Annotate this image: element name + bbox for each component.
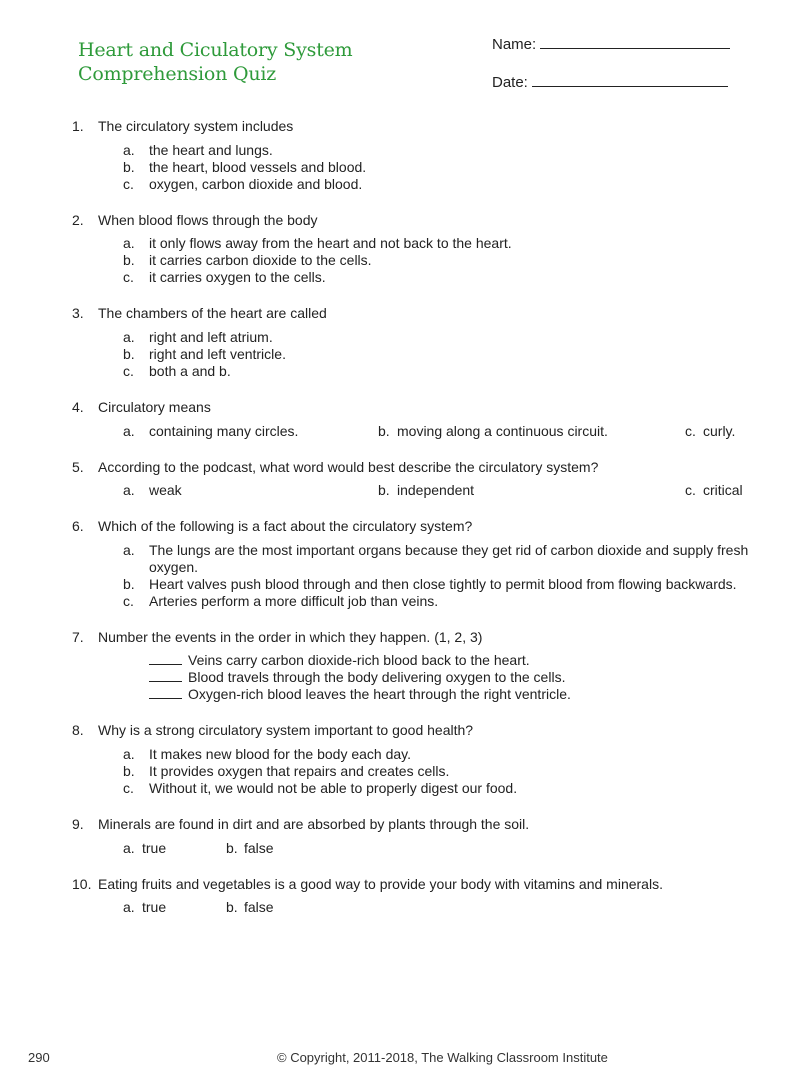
event-text: Oxygen-rich blood leaves the heart through the right ventricle. [188, 686, 571, 702]
option-c-letter: c. [685, 423, 696, 439]
option-a [123, 746, 763, 763]
option-b-letter: b. [226, 899, 238, 915]
option-b [123, 763, 763, 780]
option-letter: b. [123, 346, 135, 362]
question-stem: Why is a strong circulatory system important to good health? [98, 722, 474, 738]
question-number: 6. [72, 518, 84, 534]
event-row [149, 669, 789, 686]
question-number: 4. [72, 399, 84, 415]
page-number: 290 [28, 1050, 50, 1065]
name-field[interactable] [492, 36, 730, 53]
option-c [123, 780, 763, 797]
title-line-2: Comprehension Quiz [78, 63, 277, 85]
option-letter: a. [123, 235, 135, 251]
question-number: 3. [72, 305, 84, 321]
option-text: right and left atrium. [149, 329, 273, 345]
option-letter: c. [123, 176, 134, 192]
option-letter: b. [123, 763, 135, 779]
option-text: it carries carbon dioxide to the cells. [149, 252, 372, 268]
question-stem: When blood flows through the body [98, 212, 318, 228]
question-6-options [123, 542, 763, 610]
option-b [123, 252, 763, 269]
option-c [123, 593, 763, 610]
option-a-text: weak [149, 482, 182, 498]
question-stem: The chambers of the heart are called [98, 305, 327, 321]
option-b [123, 346, 763, 363]
order-blank[interactable] [149, 652, 182, 665]
option-b-text: independent [397, 482, 475, 498]
option-b-text: false [244, 899, 274, 915]
title-line-1: Heart and Ciculatory System [78, 39, 353, 61]
question-stem: According to the podcast, what word would best describe the circulatory system? [98, 459, 599, 475]
option-letter: c. [123, 363, 134, 379]
option-text: it carries oxygen to the cells. [149, 269, 326, 285]
option-text: the heart, blood vessels and blood. [149, 159, 367, 175]
question-3-options [123, 329, 763, 380]
question-number: 10. [72, 876, 92, 892]
option-c-text: curly. [703, 423, 736, 439]
question-stem: Which of the following is a fact about the circulatory system? [98, 518, 473, 534]
option-letter: b. [123, 159, 135, 175]
question-1-options [123, 142, 763, 193]
question-5-options [123, 482, 763, 500]
option-letter: b. [123, 252, 135, 268]
question-number: 1. [72, 118, 84, 134]
question-number: 9. [72, 816, 84, 832]
option-a-letter: a. [123, 482, 135, 498]
option-text: both a and b. [149, 363, 231, 379]
order-blank[interactable] [149, 669, 182, 682]
option-letter: a. [123, 746, 135, 762]
option-a-letter: a. [123, 899, 135, 915]
option-a [123, 329, 763, 346]
option-c [123, 176, 763, 193]
question-stem: Eating fruits and vegetables is a good way to provide your body with vitamins and minerals. [98, 876, 663, 892]
copyright-notice: © Copyright, 2011-2018, The Walking Classroom Institute [277, 1050, 608, 1065]
option-text: Arteries perform a more difficult job than veins. [149, 593, 439, 609]
question-10-options [123, 899, 763, 917]
option-c-text: critical [703, 482, 743, 498]
option-text: right and left ventricle. [149, 346, 286, 362]
option-text: it only flows away from the heart and not back to the heart. [149, 235, 512, 251]
option-a-letter: a. [123, 840, 135, 856]
event-row [149, 652, 789, 669]
event-text: Blood travels through the body delivering oxygen to the cells. [188, 669, 566, 685]
option-text: Heart valves push blood through and then close tightly to permit blood from flowing backwards. [149, 576, 737, 592]
option-letter: c. [123, 269, 134, 285]
question-stem: Circulatory means [98, 399, 211, 415]
question-number: 8. [72, 722, 84, 738]
option-c [123, 269, 763, 286]
question-number: 7. [72, 629, 84, 645]
option-text: It provides oxygen that repairs and creates cells. [149, 763, 450, 779]
date-label: Date: [492, 74, 528, 91]
question-2-options [123, 235, 763, 286]
question-4-options [123, 423, 763, 441]
option-letter: a. [123, 542, 135, 558]
event-text: Veins carry carbon dioxide-rich blood back to the heart. [188, 652, 530, 668]
option-a-text: true [142, 899, 167, 915]
question-stem: Minerals are found in dirt and are absorbed by plants through the soil. [98, 816, 530, 832]
option-a [123, 235, 763, 252]
option-b-text: false [244, 840, 274, 856]
option-b [123, 576, 763, 593]
option-text: oxygen, carbon dioxide and blood. [149, 176, 363, 192]
option-a-letter: a. [123, 423, 135, 439]
option-b-letter: b. [378, 423, 390, 439]
name-label: Name: [492, 36, 537, 53]
option-a [123, 542, 763, 576]
date-field[interactable] [492, 74, 728, 91]
option-letter: c. [123, 780, 134, 796]
name-line[interactable] [540, 36, 730, 49]
question-stem: Number the events in the order in which they happen. (1, 2, 3) [98, 629, 483, 645]
option-a [123, 142, 763, 159]
question-number: 2. [72, 212, 84, 228]
order-blank[interactable] [149, 686, 182, 699]
page-title [78, 38, 353, 86]
option-b-letter: b. [378, 482, 390, 498]
question-8-options [123, 746, 763, 797]
option-text: Without it, we would not be able to properly digest our food. [149, 780, 518, 796]
option-letter: a. [123, 329, 135, 345]
option-text: It makes new blood for the body each day. [149, 746, 412, 762]
date-line[interactable] [532, 74, 728, 87]
question-9-options [123, 840, 763, 858]
option-letter: a. [123, 142, 135, 158]
option-a-text: containing many circles. [149, 423, 299, 439]
option-b-letter: b. [226, 840, 238, 856]
option-letter: c. [123, 593, 134, 609]
option-c [123, 363, 763, 380]
question-number: 5. [72, 459, 84, 475]
option-letter: b. [123, 576, 135, 592]
event-row [149, 686, 789, 703]
option-b [123, 159, 763, 176]
option-a-text: true [142, 840, 167, 856]
question-7-events [149, 652, 789, 703]
option-text: the heart and lungs. [149, 142, 273, 158]
option-c-letter: c. [685, 482, 696, 498]
question-stem: The circulatory system includes [98, 118, 294, 134]
option-text: The lungs are the most important organs because they get rid of carbon dioxide and supply fresh oxygen. [149, 542, 749, 575]
option-b-text: moving along a continuous circuit. [397, 423, 608, 439]
